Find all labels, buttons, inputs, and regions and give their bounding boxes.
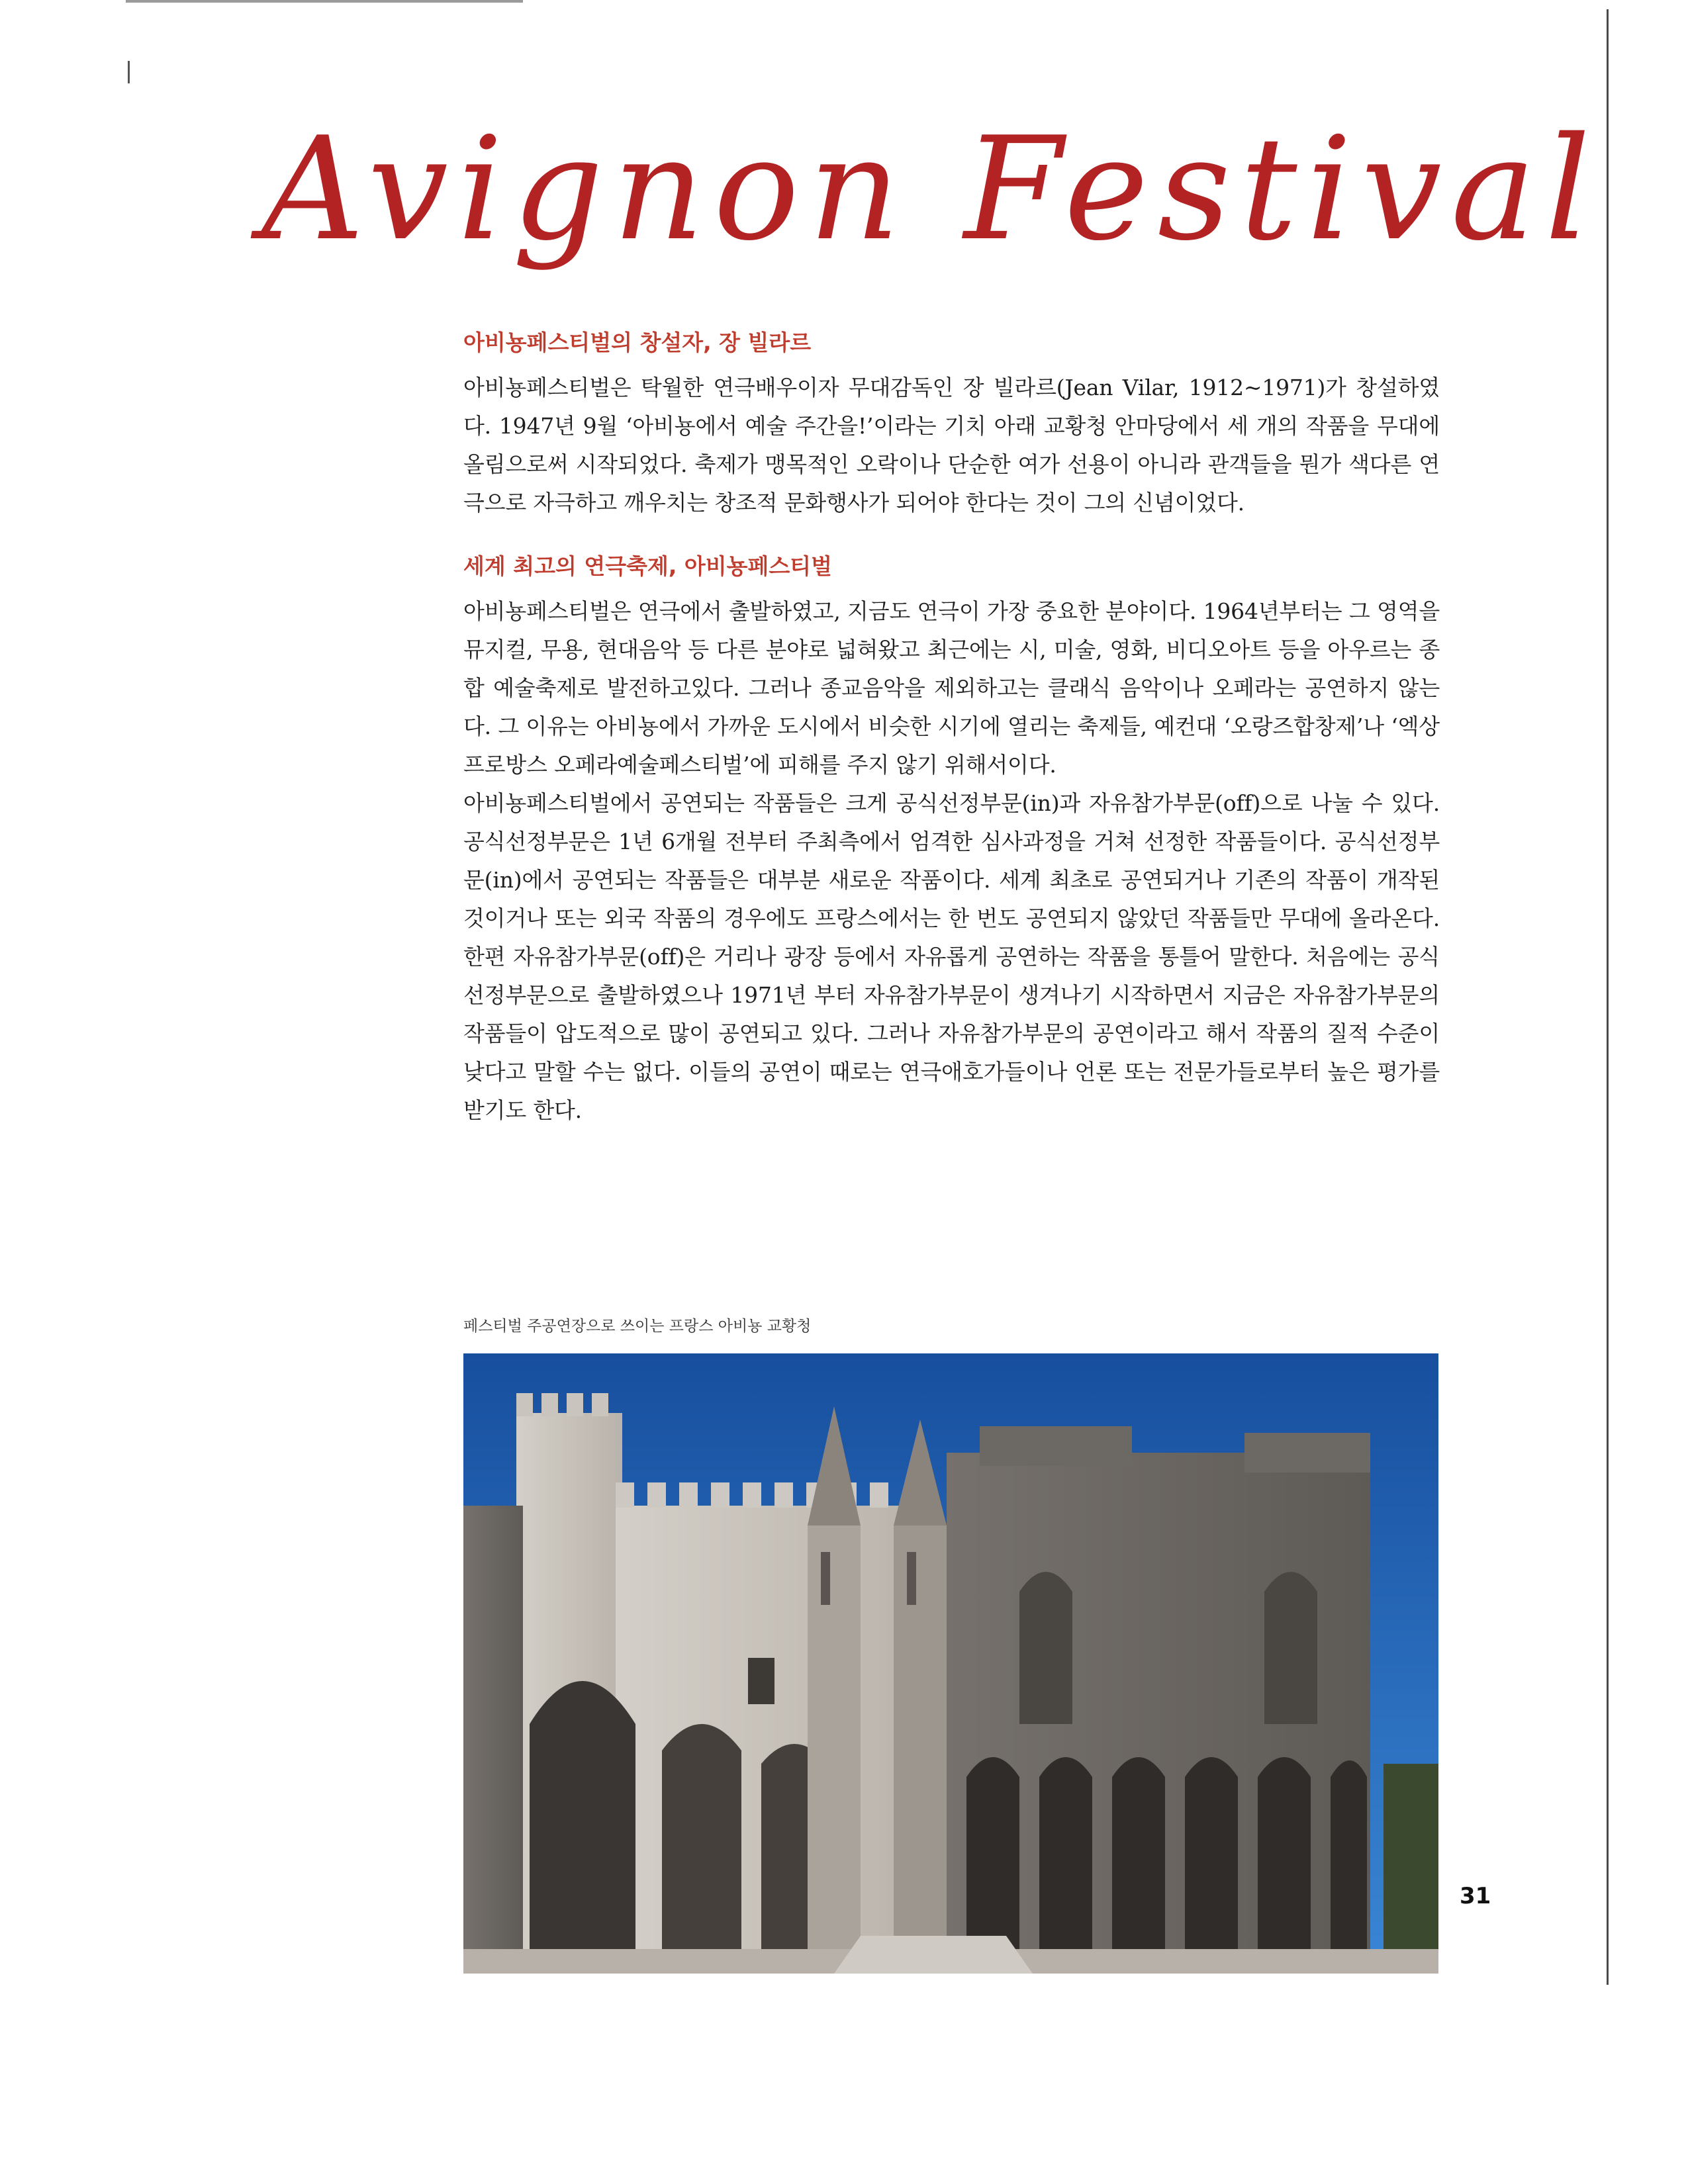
right-facade bbox=[947, 1426, 1370, 1969]
palace-photo bbox=[463, 1353, 1438, 1974]
article-body bbox=[463, 328, 1440, 1130]
page-number: 31 bbox=[1460, 1883, 1491, 1909]
section-heading-founder: 아비뇽페스티벌의 창설자, 장 빌라르 bbox=[463, 330, 812, 355]
entrance-steps bbox=[834, 1936, 1033, 1974]
margin-tick-mark bbox=[128, 61, 130, 83]
section-heading-festival: 세계 최고의 연극축제, 아비뇽페스티벌 bbox=[463, 553, 833, 579]
title-text: Avignon Festival bbox=[261, 106, 1600, 272]
section-spacer bbox=[463, 522, 1440, 551]
page-title bbox=[261, 99, 1600, 311]
paragraph-in-off: 아비뇽페스티벌에서 공연되는 작품들은 크게 공식선정부문(in)과 자유참가부문(off)으로 나눌 수 있다. 공식선정부문은 1년 6개월 전부터 주최측에서 엄격한 심사과정을 거쳐 선정한 작품들이다. 공식선정부문(in)에서 공연되는 작품들은 대부분 새로운 작품이다. 세계 최초로 공연되거나 기존의 작품이 개작된 것이거나 또는 외국 작품의 경우에도 프랑스에서는 한 번도 공연되지 않았던 작품들만 무대에 올라온다. 한편 자유참가부문(off)은 거리나 광장 등에서 자유롭게 공연하는 작품을 통틀어 말한다. 처음에는 공식선정부문으로 출발하였으나 1971년 부터 자유참가부문이 생겨나기 시작하면서 지금은 자유참가부문의 작품들이 압도적으로 많이 공연되고 있다. 그러나 자유참가부문의 공연이라고 해서 작품의 질적 수준이 낮다고 말할 수는 없다. 이들의 공연이 때로는 연극애호가들이나 언론 또는 전문가들로부터 높은 평가를 받기도 한다. bbox=[463, 790, 1440, 1123]
palace-illustration bbox=[463, 1353, 1438, 1974]
photo-caption: 페스티벌 주공연장으로 쓰이는 프랑스 아비뇽 교황청 bbox=[463, 1318, 812, 1335]
page-edge-rule bbox=[1607, 9, 1609, 1985]
paragraph-founder: 아비뇽페스티벌은 탁월한 연극배우이자 무대감독인 장 빌라르(Jean Vilar, 1912~1971)가 창설하였다. 1947년 9월 ‘아비뇽에서 예술 주간을!’이라는 기치 아래 교황청 안마당에서 세 개의 작품을 무대에 올림으로써 시작되었다. 축제가 맹목적인 오락이나 단순한 여가 선용이 아니라 관객들을 뭔가 색다른 연극으로 자극하고 깨우치는 창조적 문화행사가 되어야 한다는 것이 그의 신념이었다. bbox=[463, 375, 1440, 516]
trees bbox=[1383, 1764, 1438, 1974]
title-script bbox=[261, 99, 1600, 311]
scan-edge-line bbox=[126, 0, 523, 3]
paragraph-genres: 아비뇽페스티벌은 연극에서 출발하였고, 지금도 연극이 가장 중요한 분야이다. 1964년부터는 그 영역을 뮤지컬, 무용, 현대음악 등 다른 분야로 넓혀왔고 최근에는 시, 미술, 영화, 비디오아트 등을 아우르는 종합 예술축제로 발전하고있다. 그러나 종교음악을 제외하고는 클래식 음악이나 오페라는 공연하지 않는다. 그 이유는 아비뇽에서 가까운 도시에서 비슷한 시기에 열리는 축제들, 예컨대 ‘오랑즈합창제’나 ‘엑상프로방스 오페라예술페스티벌’에 피해를 주지 않기 위해서이다. bbox=[463, 598, 1440, 778]
